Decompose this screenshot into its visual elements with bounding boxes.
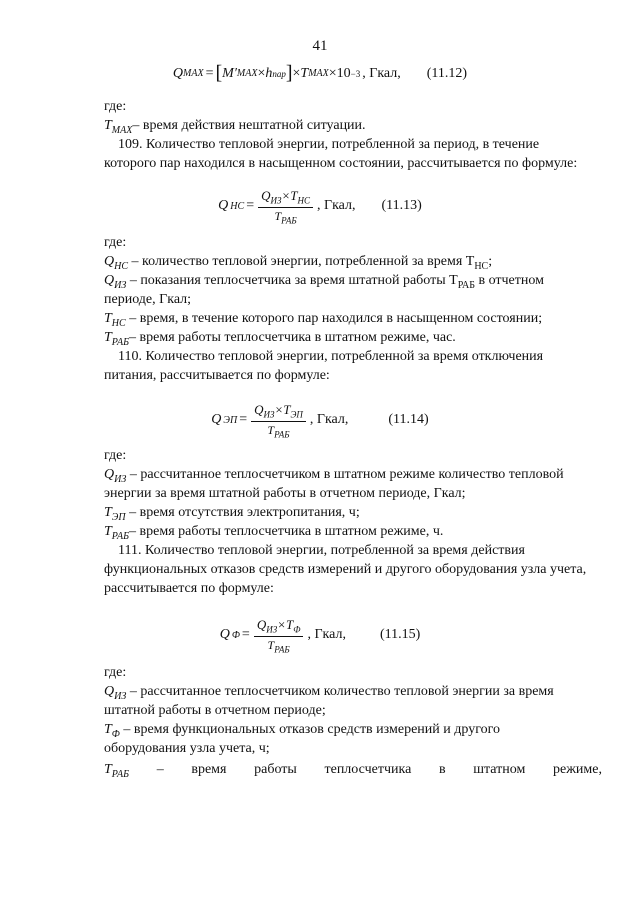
paragraph-111-line-2: функциональных отказов средств измерений и другого оборудования узла учета, [104, 562, 587, 577]
definition-qiz-3-line-1: $Q_{ИЗ}$ – рассчитанное теплосчетчиком количество тепловой энергии за время [104, 684, 554, 702]
formula-11-12: Q MAX = [ M′ MAX × h пар ] × T MAX ×10 −3 , Гкал, (11.12) [172, 62, 468, 84]
where-label: где: [104, 665, 127, 680]
paragraph-109-line-2: которого пар находился в насыщенном состоянии, рассчитывается по формуле: [104, 156, 578, 171]
equation-number-11-14: (11.14) [388, 412, 429, 428]
formula-11-14: Q ЭП = $\frac{Q_{ИЗ}\times T_{ЭП}}{T_{РАБ}}$ , Гкал, (11.14) [211, 402, 429, 439]
formula-11-15: Q Ф = $\frac{Q_{ИЗ}\times T_Ф}{T_{РАБ}}$ , Гкал, (11.15) [219, 617, 421, 654]
definition-qiz-2-line-1: $Q_{ИЗ}$ – рассчитанное теплосчетчиком в штатном режиме количество тепловой [104, 467, 564, 485]
definition-trab: $T_{РАБ}-$ время работы теплосчетчика в штатном режиме, час. [104, 330, 456, 348]
paragraph-111-line-1: 111. Количество тепловой энергии, потребленной за время действия [118, 543, 525, 558]
definition-tep: $T_{ЭП}$ – время отсутствия электропитания, ч; [104, 505, 360, 523]
where-label: где: [104, 235, 127, 250]
definition-qiz-2-line-2: энергии за время штатной работы в отчетном периоде, Гкал; [104, 486, 466, 501]
where-label: где: [104, 99, 127, 114]
where-label: где: [104, 448, 127, 463]
definition-trab-3: $T_{РАБ}$ – время работы теплосчетчика в штатном режиме, [104, 762, 602, 780]
definition-qiz-line-2: периоде, Гкал; [104, 292, 192, 307]
definition-tf-line-1: $T_Ф$ – время функциональных отказов средств измерений и другого [104, 722, 500, 740]
definition-tf-line-2: оборудования узла учета, ч; [104, 741, 270, 756]
page-number: 41 [312, 38, 328, 54]
definition-qns: $Q_{НС}$ – количество тепловой энергии, потребленной за время $Т_{НС}$; [104, 254, 493, 272]
equation-number-11-13: (11.13) [381, 198, 422, 214]
equation-number-11-12: (11.12) [426, 65, 468, 81]
definition-qiz-3-line-2: штатной работы в отчетном периоде; [104, 703, 326, 718]
definition-qiz-line-1: $Q_{ИЗ}$ – показания теплосчетчика за время штатной работы $Т_{РАБ}$ в отчетном [104, 273, 544, 291]
definition-tmax: $T_{MAX}-$ время действия нештатной ситуации. [104, 118, 366, 136]
definition-tns: $T_{НС}$ – время, в течение которого пар находился в насыщенном состоянии; [104, 311, 543, 329]
formula-11-13: Q НС = $\frac{Q_{ИЗ}\times T_{НС}}{T_{РАБ}}$ , Гкал, (11.13) [218, 188, 422, 225]
paragraph-111-line-3: рассчитывается по формуле: [104, 581, 274, 596]
paragraph-110-line-2: питания, рассчитывается по формуле: [104, 368, 330, 383]
definition-trab-2: $T_{РАБ}-$ время работы теплосчетчика в штатном режиме, ч. [104, 524, 444, 542]
paragraph-110-line-1: 110. Количество тепловой энергии, потребленной за время отключения [118, 349, 544, 364]
equation-number-11-15: (11.15) [379, 627, 421, 643]
paragraph-109-line-1: 109. Количество тепловой энергии, потребленной за период, в течение [118, 137, 540, 152]
